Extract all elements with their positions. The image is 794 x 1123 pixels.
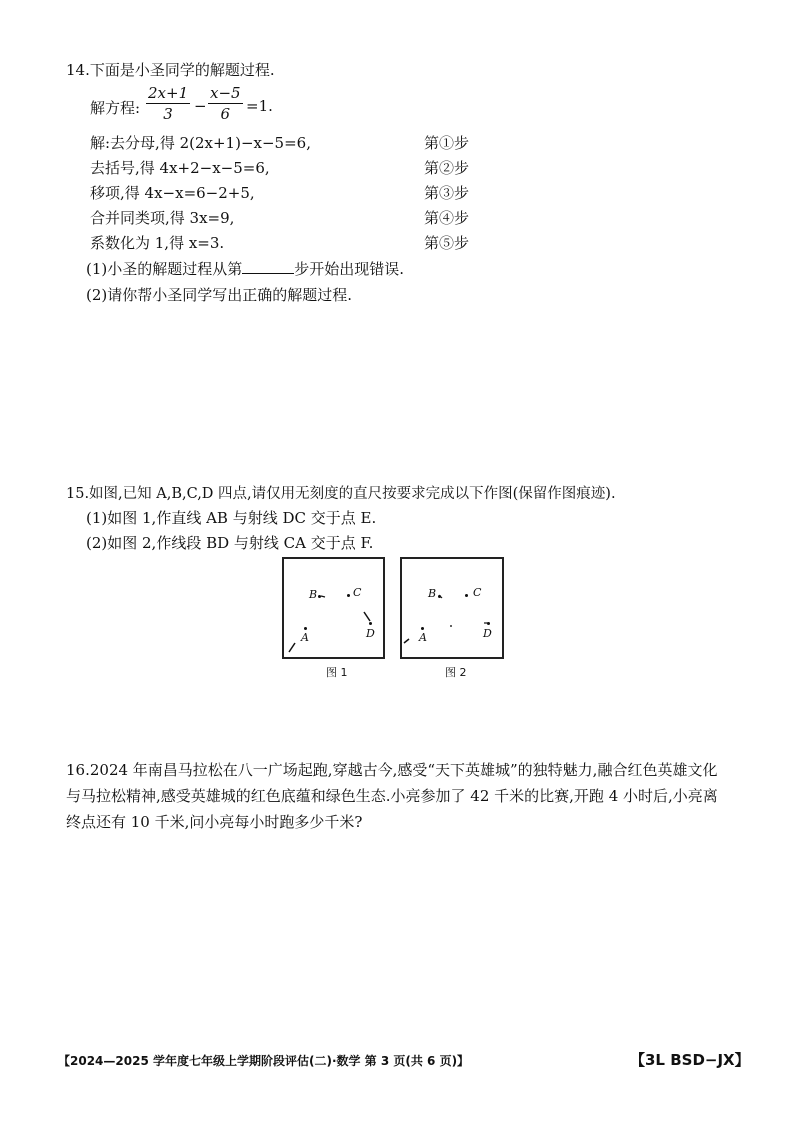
figure-1-trace-d — [364, 612, 370, 621]
figure-1-point-d — [369, 622, 372, 625]
figure-2-label-d: D — [483, 627, 492, 640]
fraction-1-denominator: 3 — [163, 105, 173, 123]
fraction-1-bar — [146, 103, 190, 104]
q14-fraction-2 — [208, 84, 243, 123]
q14-step-2: 去括号,得 4x+2−x−5=6, — [90, 159, 270, 177]
q14-step-4: 合并同类项,得 3x=9, — [90, 209, 235, 227]
q14-minus-sign: − — [194, 97, 207, 115]
q15-title: 15.如图,已知 A,B,C,D 四点,请仅用无刻度的直尺按要求完成以下作图(保留作图痕迹). — [66, 486, 616, 502]
q14-sub-question-1 — [86, 258, 404, 279]
figure-2-label-b: B — [428, 587, 437, 600]
fraction-1-numerator: 2x+1 — [148, 84, 189, 102]
fraction-2-denominator: 6 — [220, 105, 231, 123]
figure-2-marks — [402, 559, 502, 657]
sub-question-1-before: (1)小圣的解题过程从第 — [86, 260, 243, 278]
figure-1-point-a — [304, 627, 307, 630]
figure-2-point-b — [438, 595, 441, 598]
q14-step-4-tag: 第④步 — [424, 209, 470, 227]
q14-sub-question-2: (2)请你帮小圣同学写出正确的解题过程. — [86, 286, 353, 304]
figure-1-trace-b — [321, 596, 325, 597]
q14-fraction-1 — [146, 84, 190, 123]
q15-sub-question-2: (2)如图 2,作线段 BD 与射线 CA 交于点 F. — [86, 534, 374, 552]
sub-question-1-after: 步开始出现错误. — [294, 260, 405, 278]
figure-1-point-b — [318, 595, 321, 598]
figure-1-marks — [284, 559, 383, 657]
figure-1-point-c — [347, 594, 350, 597]
footer-exam-code: 【3L BSD−JX】 — [630, 1051, 750, 1069]
q14-title: 14.下面是小圣同学的解题过程. — [66, 61, 275, 79]
answer-blank[interactable] — [242, 259, 294, 274]
q14-step-1: 解:去分母,得 2(2x+1)−x−5=6, — [90, 134, 311, 152]
q14-step-3: 移项,得 4x−x=6−2+5, — [90, 184, 255, 202]
q14-prompt: 解方程: — [90, 99, 141, 117]
figure-2-trace-a — [404, 639, 409, 643]
figure-1-label-a: A — [301, 631, 309, 644]
figure-1-label-b: B — [309, 588, 318, 601]
q14-step-5: 系数化为 1,得 x=3. — [90, 234, 225, 252]
figure-2-caption: 图 2 — [445, 666, 467, 679]
fraction-2-numerator: x−5 — [210, 84, 241, 102]
figure-1-label-d: D — [366, 627, 375, 640]
fraction-2-bar — [208, 103, 243, 104]
figure-2-point-d — [487, 622, 490, 625]
figure-2-point-a — [421, 627, 424, 630]
figure-1-box — [282, 557, 385, 659]
figure-2-label-c: C — [473, 586, 482, 599]
q14-step-1-tag: 第①步 — [424, 134, 470, 152]
q14-step-3-tag: 第③步 — [424, 184, 470, 202]
figure-1-caption: 图 1 — [326, 666, 348, 679]
q14-step-5-tag: 第⑤步 — [424, 234, 470, 252]
figure-2-point-c — [465, 594, 468, 597]
q14-step-2-tag: 第②步 — [424, 159, 470, 177]
q16-text: 16.2024 年南昌马拉松在八一广场起跑,穿越古今,感受“天下英雄城”的独特魅力,融合红色英雄文化与马拉松精神,感受英雄城的红色底蕴和绿色生态.小亮参加了 42 千米的比赛,开跑 4 小时后,小亮离终点还有 10 千米,问小亮每小时跑多少千米? — [66, 761, 718, 831]
figure-2-stray-dot — [450, 625, 452, 627]
figure-1-label-c: C — [353, 586, 362, 599]
figure-1-trace-a — [289, 643, 295, 652]
q15-sub-question-1: (1)如图 1,作直线 AB 与射线 DC 交于点 E. — [86, 509, 377, 527]
figure-2-label-a: A — [419, 631, 427, 644]
figure-2-box — [400, 557, 504, 659]
footer-page-info: 【2024—2025 学年度七年级上学期阶段评估(二)·数学 第 3 页(共 6 页)】 — [58, 1054, 470, 1068]
q14-rhs: =1. — [246, 97, 273, 115]
